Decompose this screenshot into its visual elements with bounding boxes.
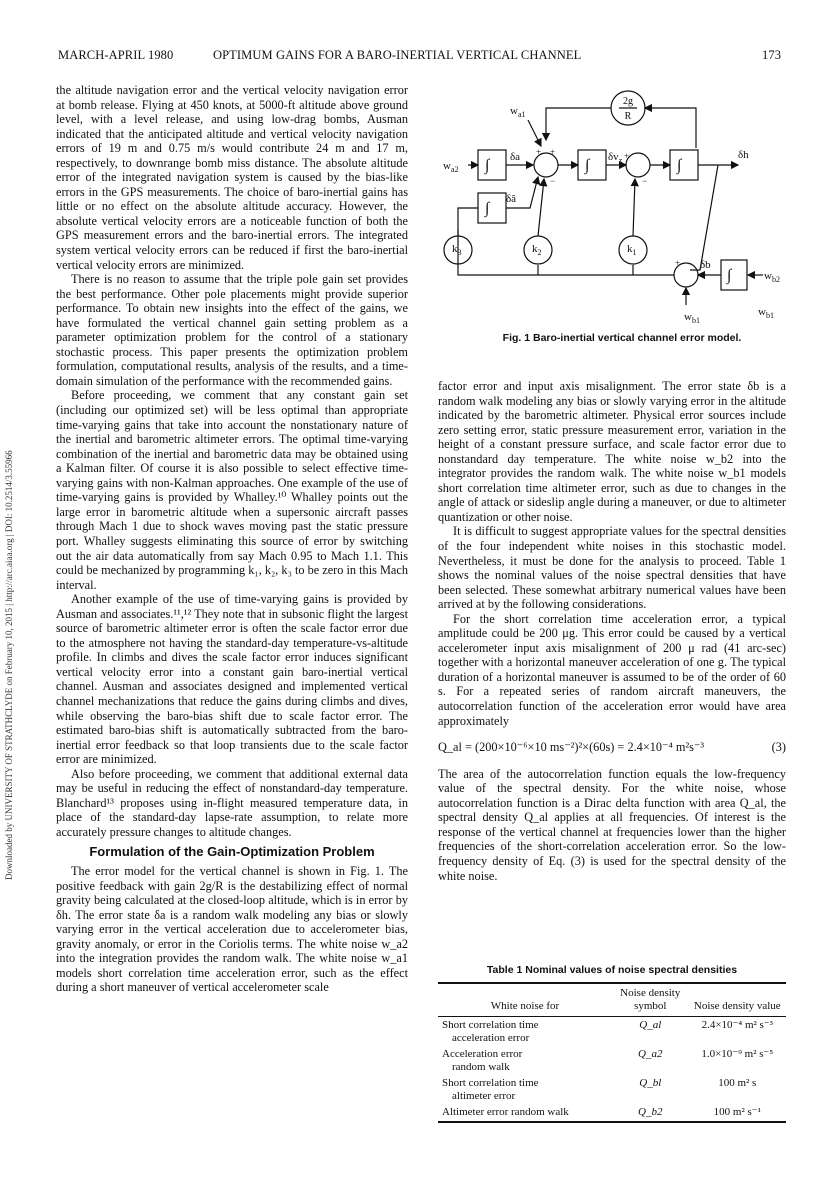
integrator-symbol: ∫ — [585, 157, 590, 174]
table-cell: Q_al — [639, 1019, 662, 1031]
table-row — [438, 1046, 786, 1075]
equation-body: Q_al = (200×10⁻⁶×10 ms⁻²)²×(60s) = 2.4×10⁻⁴ m²s⁻³ — [438, 740, 705, 755]
table-cell: Short correlation time altimeter error — [442, 1077, 539, 1102]
minus-sign: − — [642, 176, 648, 186]
download-note: Downloaded by UNIVERSITY OF STRATHCLYDE on February 10, 2015 | http://arc.aiaa.org | DOI: 10.2514/3.55966 — [4, 450, 14, 880]
wb1-label: $w_{b1}$ — [758, 306, 774, 320]
table-row — [438, 1104, 786, 1122]
plus-sign: + — [624, 151, 630, 161]
paragraph: the altitude navigation error and the vertical velocity navigation error at bomb release. Flying at 450 knots, at 5000-ft altitude above ground level, with a level release, and using low-drag bombs, Ausman indicated that the anticipated altitude and vertical velocity navigation errors of 19 m and 0.75 m/s would contribute 24 m and 17 m, respectively, to downrange bomb miss distance. The absolute altitude error of the integrated navigation system is caused by the bias-like errors in the GPS measurements. The choice of baro-inertial gains has little or no effect on the absolute altitude accuracy. However, the absolute vertical velocity errors are a noticeable function of both the GPS measurement errors and the baro-inertial errors. The integrated system vertical velocity errors can be reduced if first the baro-inertial vertical velocity errors are minimized. — [56, 83, 408, 272]
integrator-symbol: ∫ — [485, 200, 490, 217]
da-label: δa — [510, 151, 521, 163]
dh-label: δh — [738, 149, 749, 161]
noise-density-table — [438, 982, 786, 1123]
plus-sign: + — [675, 258, 681, 268]
table-title: Table 1 Nominal values of noise spectral densities — [486, 964, 738, 976]
table-cell: Q_bl — [639, 1077, 662, 1089]
table-cell: 1.0×10⁻⁹ m² s⁻⁵ — [701, 1048, 774, 1060]
paragraph: Before proceeding, we comment that any constant gain set (including our optimized set) will be less optimal than appropriate time-varying gains that take into account the nonstationary nature of the inertial and barometric altimeter errors. The optimal time-varying combination of the inertial and barometric data may be obtained using a Kalman filter. Of course it is also possible to select effective time-varying gains with non-Kalman approaches. One example of the use of time-varying gains is provided by Whalley.¹⁰ Whalley points out the large error in barometric altitude when a supersonic aircraft passes through Mach 1 due to shock waves moving past the static pressure port. Whalley suggests eliminating this source of error by switching out the air data automatically from say Mach 0.95 to Mach 1.1. This could be mechanized by programming k₁, k₂, k₃ to be zero in this Mach interval. — [56, 388, 408, 592]
table-header-row — [438, 983, 786, 1017]
left-column — [56, 83, 408, 995]
paragraph: The error model for the vertical channel is shown in Fig. 1. The positive feedback with gain 2g/R is the destabilizing effect of normal gravity being calculated at the closed-loop altitude, which is in error by δh. The error state δa is a random walk modeling any bias or slowly varying error in the vertical acceleration due to accelerometer bias, gravity anomaly, or error in the Coriolis terms. The white noise w_a2 into the integration provides the random walk. The white noise w_a1 models short correlation time acceleration error, such as the effect during a short maneuver of vertical accelerometer scale — [56, 863, 408, 995]
paragraph: Also before proceeding, we comment that additional external data may be useful in reducing the effect of nonstandard-day temperature. Blanchard¹³ proposes using in-flight measured temperature data, in place of the standard-day lapse-rate assumption, to relate more accurately pressure changes to altitude changes. — [56, 766, 408, 839]
minus-sign: − — [550, 176, 556, 186]
header-date: MARCH-APRIL 1980 — [58, 48, 174, 62]
table-1 — [438, 964, 786, 1123]
gain-2g-label: 2g — [623, 96, 633, 107]
plus-sign: + — [550, 147, 556, 157]
paragraph: Another example of the use of time-varying gains is provided by Ausman and associates.¹¹,¹² They note that in subsonic flight the largest source of barometric altimeter error is often the scale factor error due to the atmosphere not having the standard-day temperature-vs-altitude profile. In climbs and dives the scale factor error induces significant vertical velocity error into a constant gain baro-inertial vertical channel. Ausman and associates designed and implemented vertical channel mechanizations that reduce the gains during climbs and dives, while observing the baro-bias shift due to scale factor error. The estimated baro-bias shift is automatically subtracted from the baro-inertial error feedback so that loop transients due to the scale factor error are minimized. — [56, 592, 408, 767]
wb1-label: $w_{b1}$ — [684, 311, 700, 325]
k2-label: $k_2$ — [532, 243, 542, 257]
table-cell: Acceleration error random walk — [442, 1048, 523, 1073]
gain-r-label: R — [624, 111, 632, 122]
table-cell: 100 m² s⁻¹ — [713, 1106, 761, 1118]
db-label: δb — [700, 259, 711, 271]
column-header: Noise density value — [693, 1000, 781, 1012]
wa1-label: $w_{a1}$ — [510, 105, 526, 119]
integrator-block — [578, 150, 606, 180]
integrator-symbol: ∫ — [677, 157, 682, 174]
integrator-block — [721, 260, 747, 290]
section-heading: Formulation of the Gain-Optimization Problem — [89, 844, 375, 860]
integrator-symbol: ∫ — [727, 267, 732, 284]
integrator-symbol: ∫ — [485, 157, 490, 174]
table-cell: Short correlation time acceleration error — [442, 1019, 539, 1044]
k3-label: $k_3$ — [452, 243, 462, 257]
figure-1-diagram — [438, 80, 788, 330]
paragraph: The area of the autocorrelation function equals the low-frequency value of the spectral density. For the white noise, whose autocorrelation function is a Dirac delta function with area Q_al, the spectral density Q_al applies at all frequencies. Of interest is the response of the vertical channel at frequencies lower than the higher frequencies of the short-correlation acceleration error. So the low-frequency density of Eq. (3) is used for the spectral density of the white noise. — [438, 766, 786, 883]
k1-label: $k_1$ — [627, 243, 637, 257]
dvz-label: $\delta v_z$ — [608, 151, 623, 165]
wa2-label: $w_{a2}$ — [443, 160, 459, 174]
paragraph: It is difficult to suggest appropriate values for the spectral densities of the four independent white noises in this stochastic model. Nevertheless, it must be done for the analysis to proceed. Table 1 shows the nominal values of the noise spectral densities that have been selected. These somewhat arbitrary numerical values have been arrived at by the following considerations. — [438, 524, 786, 612]
figure-caption: Fig. 1 Baro-inertial vertical channel error model. — [502, 332, 742, 344]
equation-3 — [438, 740, 786, 755]
table-row — [438, 1017, 786, 1047]
integrator-block — [478, 193, 506, 223]
plus-sign: + — [536, 147, 542, 157]
equation-number: (3) — [771, 740, 786, 755]
paragraph: For the short correlation time acceleration error, a typical amplitude could be 200 μg. This error could be caused by a vertical accelerometer input axis misalignment of 200 μ rad (41 arc-sec) together with a horizontal maneuver acceleration of one g. The typical duration of a horizontal maneuver is assumed to be of the order of 60 s. For a repeated series of random aircraft maneuvers, the autocorrelation function of the acceleration error would have area approximately — [438, 611, 786, 728]
integrator-block — [670, 150, 698, 180]
page-number: 173 — [762, 48, 782, 62]
table-cell: Q_b2 — [638, 1106, 663, 1118]
paragraph: factor error and input axis misalignment. The error state δb is a random walk modeling any bias or slowly varying error in the altitude indicated by the barometric altimeter. Physical error sources include zero setting error, static pressure measurement error, variation in the height of a constant pressure surface, and scale factor error due to nonstandard day temperature. The white noise w_b2 into the integrator provides the random walk. The white noise w_b1 models short correlation time altimeter error, such as due to changes in the angle of attack or sideslip angle during a maneuver, or due to altimeter quantization or other noise. — [438, 379, 786, 524]
paragraph: There is no reason to assume that the triple pole gain set provides the best performance. Other pole placements might provide superior performance. To obtain new insights into the effect of the gains, we have formulated the vertical channel gain setting problem as a parameter optimization problem for the control of a stationary stochastic process. This paper presents the optimization problem formulation, computational results, analysis of the results, and a time-domain simulation of the performance with the recommended gains. — [56, 272, 408, 388]
table-cell: 2.4×10⁻⁴ m² s⁻³ — [701, 1019, 773, 1031]
table-cell: Q_a2 — [638, 1048, 663, 1060]
column-header: Noise density symbol — [620, 987, 681, 1012]
da-hat-label: δâ — [506, 193, 517, 205]
table-cell: 100 m² s — [718, 1077, 757, 1089]
running-title: OPTIMUM GAINS FOR A BARO-INERTIAL VERTICAL CHANNEL — [213, 48, 582, 62]
table-cell: Altimeter error random walk — [442, 1106, 569, 1118]
table-row — [438, 1075, 786, 1104]
summing-junction — [626, 153, 650, 177]
column-header: White noise for — [490, 1000, 560, 1012]
wb2-label: $w_{b2}$ — [764, 270, 780, 284]
right-column — [438, 379, 786, 883]
integrator-block — [478, 150, 506, 180]
